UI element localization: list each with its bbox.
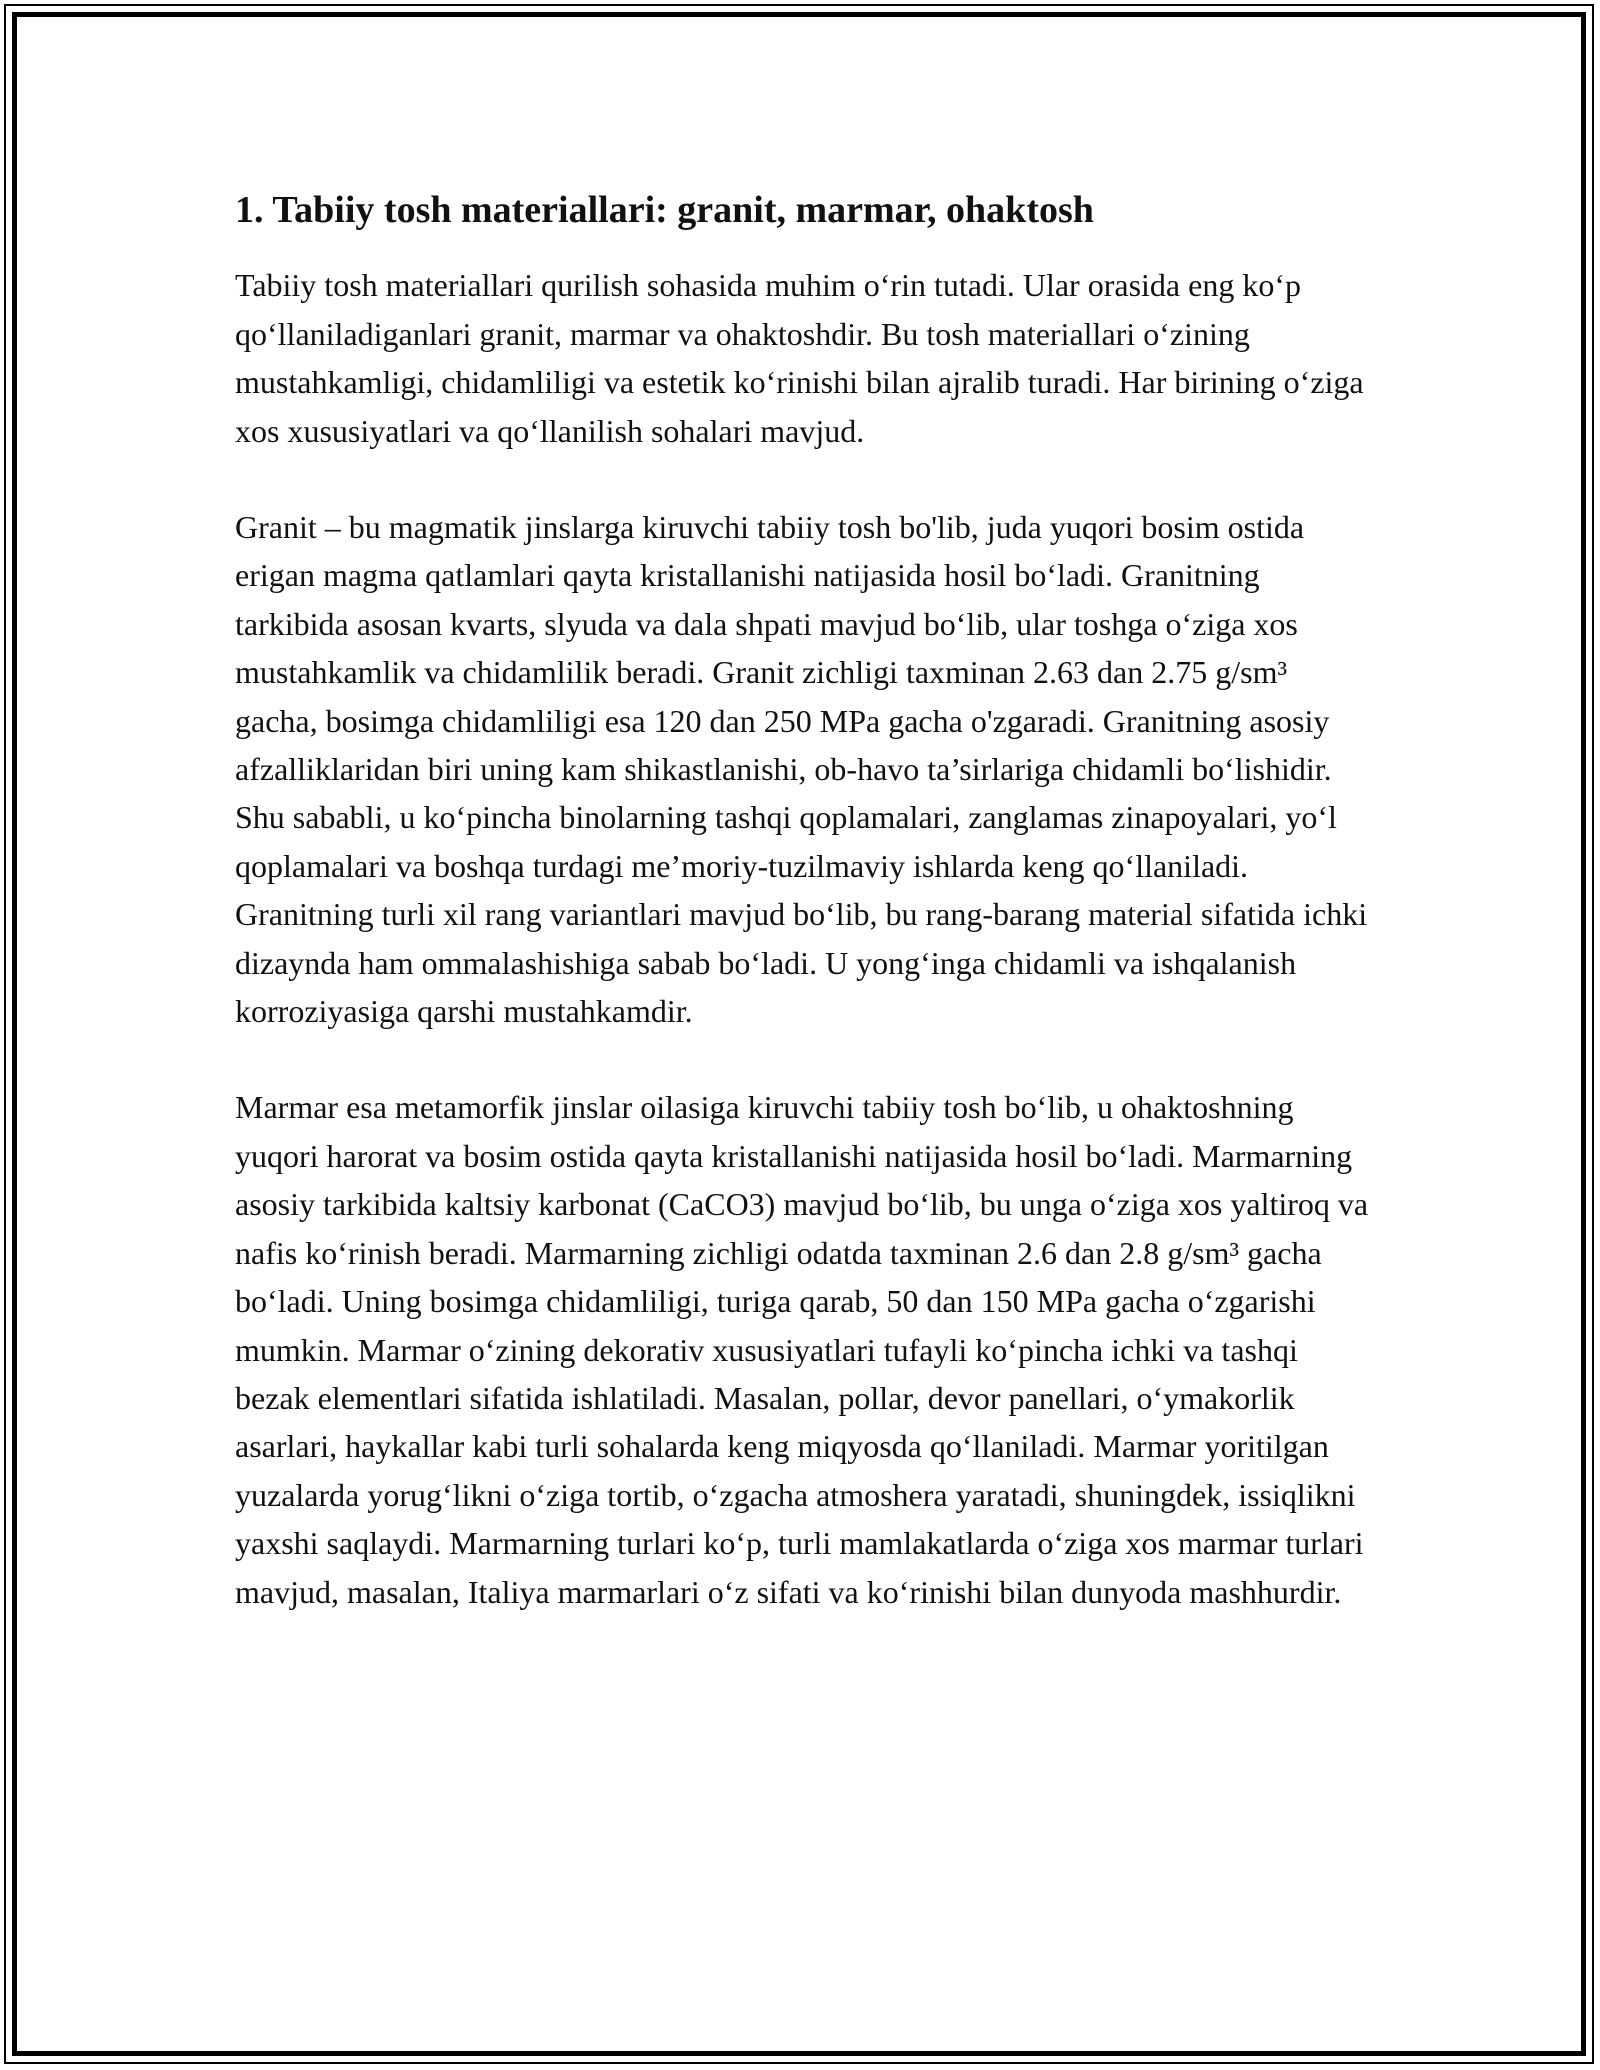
section-heading: 1. Tabiiy tosh materiallari: granit, marmar, ohaktosh [235, 189, 1094, 231]
intro-paragraph: Tabiiy tosh materiallari qurilish sohasida muhim o‘rin tutadi. Ular orasida eng ko‘p qo‘llaniladiganlari granit, marmar va ohaktoshdir. Bu tosh materiallari o‘zining mustahkamligi, chidamliligi va estetik ko‘rinishi bilan ajralib turadi. Har birining o‘ziga xos xususiyatlari va qo‘llanilish sohalari mavjud. [235, 267, 1364, 449]
document-page [235, 186, 1370, 1664]
granit-paragraph: Granit – bu magmatik jinslarga kiruvchi tabiiy tosh bo'lib, juda yuqori bosim ostida erigan magma qatlamlari qayta kristallanishi natijasida hosil bo‘ladi. Granitning tarkibida asosan kvarts, slyuda va dala shpati mavjud bo‘lib, ular toshga o‘ziga xos mustahkamlik va chidamlilik beradi. Granit zichligi taxminan 2.63 dan 2.75 g/sm³ gacha, bosimga chidamliligi esa 120 dan 250 MPa gacha o'zgaradi. Granitning asosiy afzalliklaridan biri uning kam shikastlanishi, ob-havo ta’sirlariga chidamli bo‘lishidir. Shu sababli, u ko‘pincha binolarning tashqi qoplamalari, zanglamas zinapoyalari, yo‘l qoplamalari va boshqa turdagi me’moriy-tuzilmaviy ishlarda keng qo‘llaniladi. Granitning turli xil rang variantlari mavjud bo‘lib, bu rang-barang material sifatida ichki dizaynda ham ommalashishiga sabab bo‘ladi. U yong‘inga chidamli va ishqalanish korroziyasiga qarshi mustahkamdir. [235, 509, 1368, 1030]
marmar-paragraph: Marmar esa metamorfik jinslar oilasiga kiruvchi tabiiy tosh bo‘lib, u ohaktoshning yuqori harorat va bosim ostida qayta kristallanishi natijasida hosil bo‘ladi. Marmarning asosiy tarkibida kaltsiy karbonat (CaCO3) mavjud bo‘lib, bu unga o‘ziga xos yaltiroq va nafis ko‘rinish beradi. Marmarning zichligi odatda taxminan 2.6 dan 2.8 g/sm³ gacha bo‘ladi. Uning bosimga chidamliligi, turiga qarab, 50 dan 150 MPa gacha o‘zgarishi mumkin. Marmar o‘zining dekorativ xususiyatlari tufayli ko‘pincha ichki va tashqi bezak elementlari sifatida ishlatiladi. Masalan, pollar, devor panellari, o‘ymakorlik asarlari, haykallar kabi turli sohalarda keng miqyosda qo‘llaniladi. Marmar yoritilgan yuzalarda yorug‘likni o‘ziga tortib, o‘zgacha atmoshera yaratadi, shuningdek, issiqlikni yaxshi saqlaydi. Marmarning turlari ko‘p, turli mamlakatlarda o‘ziga xos marmar turlari mavjud, masalan, Italiya marmarlari o‘z sifati va ko‘rinishi bilan dunyoda mashhurdir. [235, 1089, 1369, 1610]
